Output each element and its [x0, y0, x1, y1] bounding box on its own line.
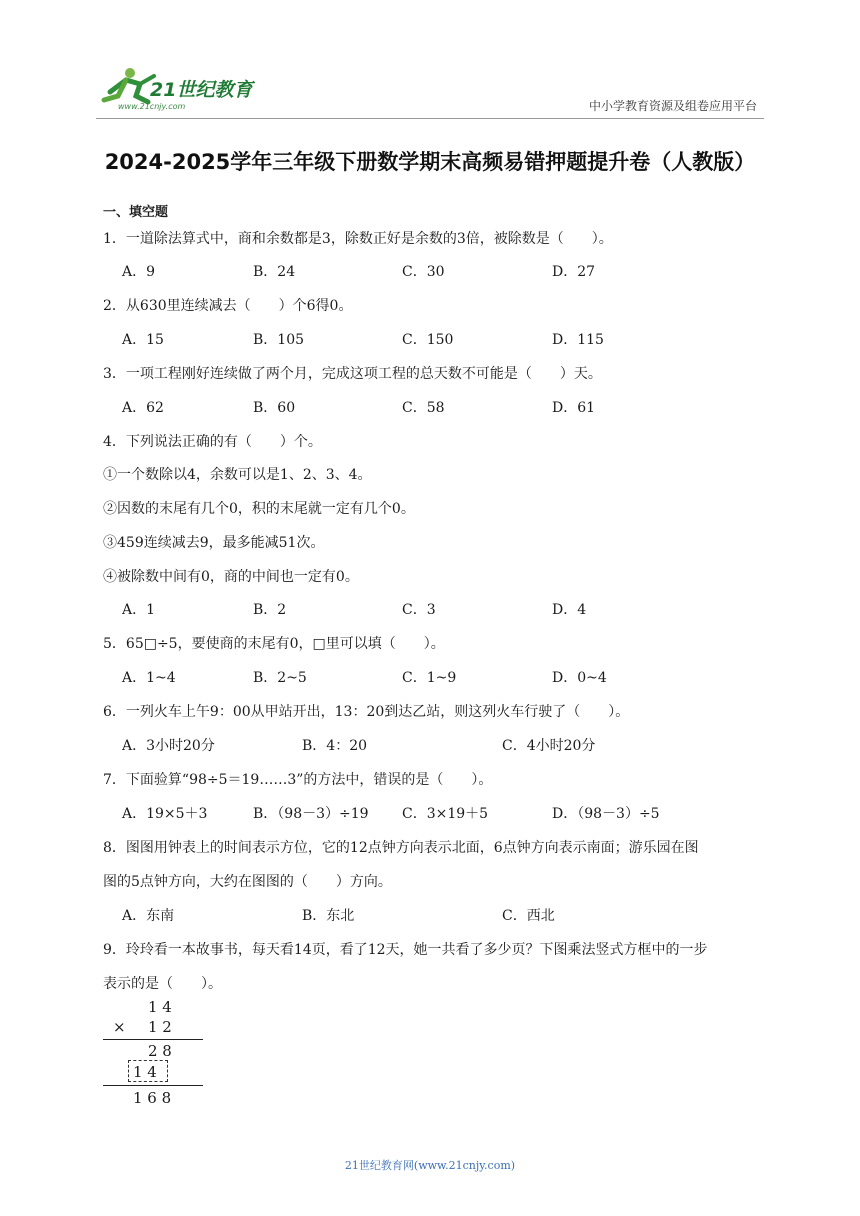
question-9-cont: 表示的是（ ）。	[103, 976, 222, 992]
footer-link[interactable]: 21世纪教育网(www.21cnjy.com)	[344, 1159, 516, 1172]
question-8-cont: 图的5点钟方向，大约在图图的（ ）方向。	[103, 874, 392, 890]
header-tagline: 中小学教育资源及组卷应用平台	[588, 99, 757, 113]
q3-option-d: D．61	[552, 400, 596, 416]
question-7: 7．下面验算“98÷5＝19……3”的方法中，错误的是（ ）。	[103, 772, 493, 788]
q4-option-d: D．4	[552, 602, 587, 618]
q8-option-c: C．西北	[502, 908, 555, 924]
logo	[96, 66, 266, 112]
q5-option-c: C．1~9	[402, 670, 457, 686]
q4-option-c: C．3	[402, 602, 436, 618]
question-5: 5．65□÷5，要使商的末尾有0，□里可以填（ ）。	[103, 636, 445, 652]
multiplier: 1 2	[148, 1018, 172, 1036]
q6-option-c: C．4小时20分	[502, 738, 596, 754]
q1-option-a: A．9	[122, 264, 156, 280]
section-heading: 一、填空题	[103, 205, 169, 220]
question-9: 9．玲玲看一本故事书，每天看14页，看了12天，她一共看了多少页？下图乘法竖式方框中的一步	[103, 942, 708, 958]
q5-option-d: D．0~4	[552, 670, 607, 686]
q4-statement-4: ④被除数中间有0，商的中间也一定有0。	[103, 569, 359, 585]
q2-option-b: B．105	[253, 332, 305, 348]
q5-option-a: A．1~4	[122, 670, 176, 686]
q6-option-b: B．4：20	[302, 738, 368, 754]
q2-option-c: C．150	[402, 332, 454, 348]
q6-option-a: A．3小时20分	[122, 738, 215, 754]
q2-option-a: A．15	[122, 332, 164, 348]
q4-option-a: A．1	[122, 602, 156, 618]
q8-option-b: B．东北	[302, 908, 355, 924]
question-6: 6．一列火车上午9：00从甲站开出，13：20到达乙站，则这列火车行驶了（ ）。	[103, 704, 630, 720]
q3-option-b: B．60	[253, 400, 296, 416]
partial-product-1: 2 8	[148, 1042, 172, 1060]
q4-statement-2: ②因数的末尾有几个0，积的末尾就一定有几个0。	[103, 501, 415, 517]
product: 1 6 8	[133, 1089, 172, 1107]
q1-option-b: B．24	[253, 264, 296, 280]
multiplicand: 1 4	[148, 998, 172, 1016]
runner-icon	[104, 68, 154, 102]
vertical-multiplication	[103, 996, 213, 1111]
svg-text:www.21cnjy.com: www.21cnjy.com	[118, 102, 186, 111]
question-3: 3．一项工程刚好连续做了两个月，完成这项工程的总天数不可能是（ ）天。	[103, 366, 602, 382]
question-4: 4．下列说法正确的有（ ）个。	[103, 434, 322, 450]
q1-option-d: D．27	[552, 264, 596, 280]
partial-product-2: 1 4	[133, 1063, 157, 1081]
calc-rule-1	[103, 1039, 203, 1040]
q7-option-b: B．（98－3）÷19	[253, 806, 369, 822]
q4-statement-1: ①一个数除以4，余数可以是1、2、3、4。	[103, 467, 372, 483]
header-divider	[96, 118, 764, 119]
question-2: 2．从630里连续减去（ ）个6得0。	[103, 298, 353, 314]
page-title: 2024-2025学年三年级下册数学期末高频易错押题提升卷（人教版）	[104, 150, 756, 174]
q7-option-a: A．19×5＋3	[122, 806, 208, 822]
q1-option-c: C．30	[402, 264, 445, 280]
multiply-sign: ×	[113, 1018, 126, 1036]
question-1: 1．一道除法算式中，商和余数都是3，除数正好是余数的3倍，被除数是（ ）。	[103, 231, 613, 247]
q3-option-c: C．58	[402, 400, 445, 416]
q4-statement-3: ③459连续减去9，最多能减51次。	[103, 535, 325, 551]
question-8: 8．图图用钟表上的时间表示方位，它的12点钟方向表示北面，6点钟方向表示南面；游乐园在图	[103, 840, 699, 856]
q5-option-b: B．2~5	[253, 670, 307, 686]
q8-option-a: A．东南	[122, 908, 175, 924]
q7-option-d: D．（98－3）÷5	[552, 806, 660, 822]
q2-option-d: D．115	[552, 332, 604, 348]
q4-option-b: B．2	[253, 602, 287, 618]
q7-option-c: C．3×19＋5	[402, 806, 489, 822]
q3-option-a: A．62	[122, 400, 164, 416]
svg-text:21世纪教育: 21世纪教育	[150, 79, 253, 101]
calc-rule-2	[103, 1085, 203, 1086]
